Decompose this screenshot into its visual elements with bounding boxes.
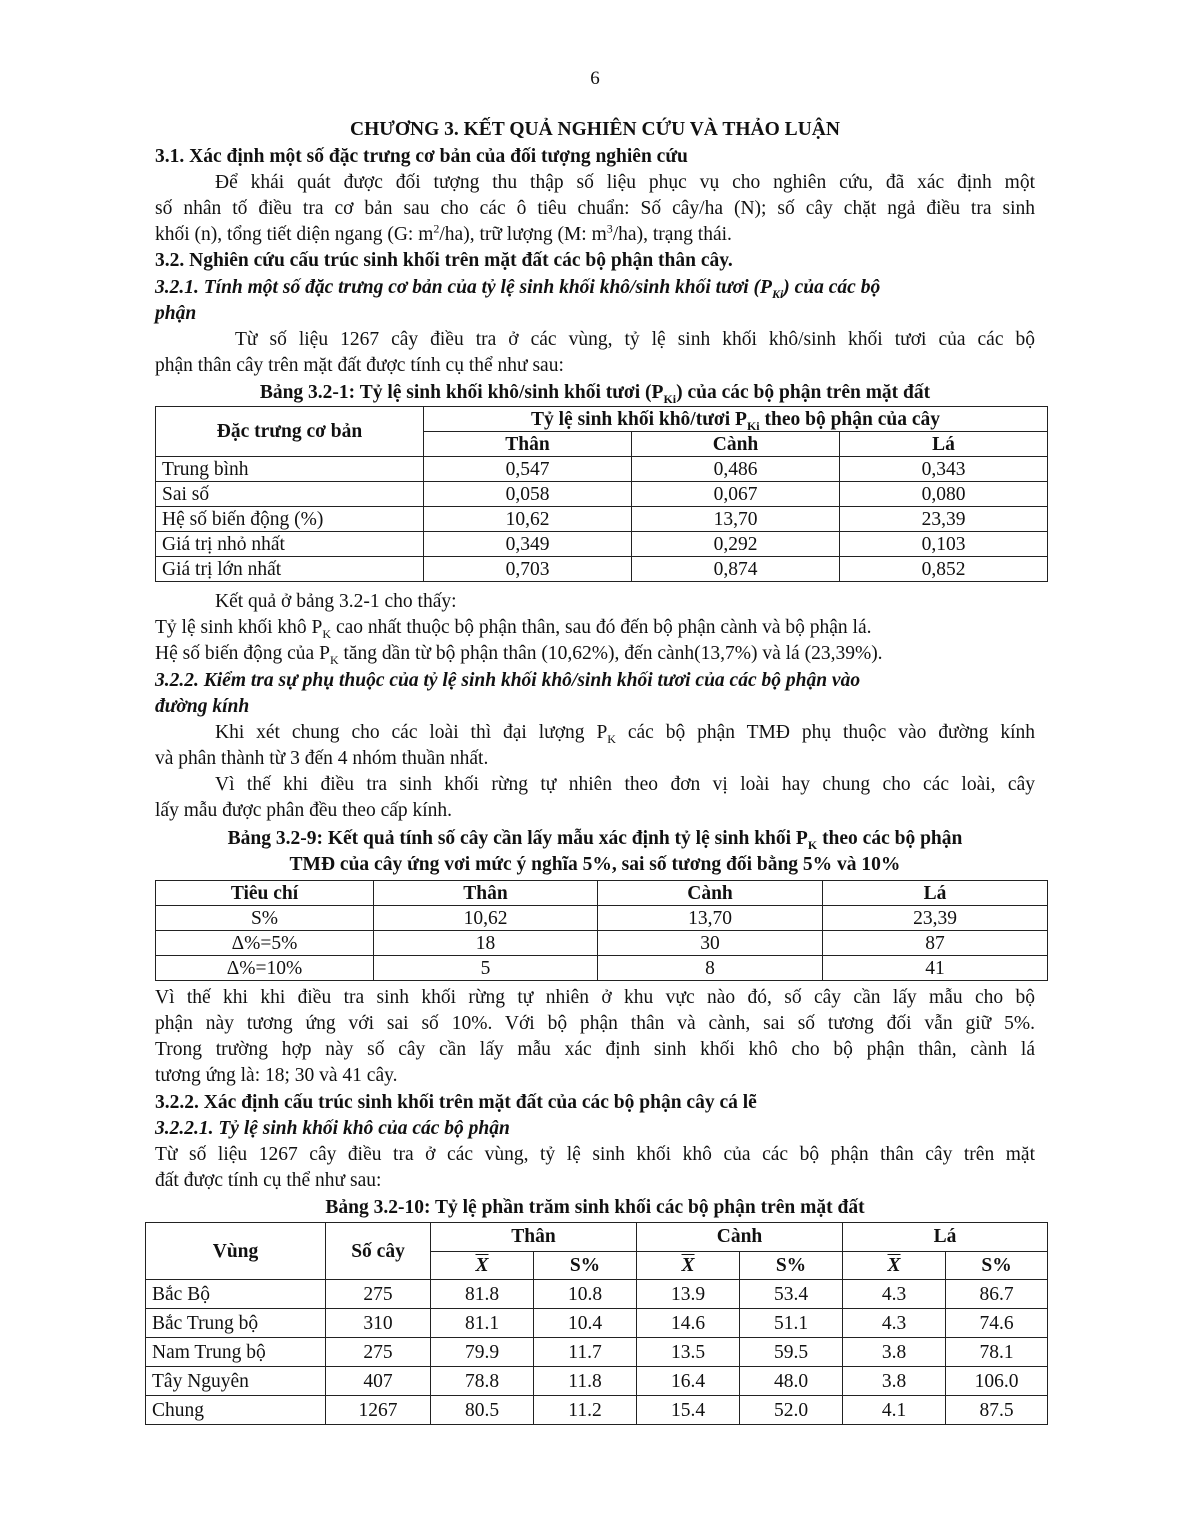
subsection-3-2-2-heading-cont: đường kính <box>155 696 250 717</box>
paragraph-line: tương ứng là: 18; 30 và 41 cây. <box>155 1065 398 1086</box>
table-row: Giá trị nhỏ nhất 0,349 0,292 0,103 <box>156 532 1048 557</box>
table-header: Thân <box>431 1223 637 1252</box>
table-row: Chung 1267 80.5 11.2 15.4 52.0 4.1 87.5 <box>146 1396 1048 1425</box>
paragraph-line: Vì thế khi điều tra sinh khối rừng tự nhiên theo đơn vị loài hay chung cho các loài, cây <box>215 774 1035 795</box>
table-row: Trung bình 0,547 0,486 0,343 <box>156 457 1048 482</box>
table-2 <box>155 880 1048 981</box>
paragraph-line: Trong trường hợp này số cây cần lấy mẫu xác định sinh khối khô cho bộ phận thân, cành lá <box>155 1039 1035 1060</box>
table-row: Giá trị lớn nhất 0,703 0,874 0,852 <box>156 557 1048 582</box>
section-3-1-heading: 3.1. Xác định một số đặc trưng cơ bản của đối tượng nghiên cứu <box>155 146 688 167</box>
paragraph-line: Khi xét chung cho các loài thì đại lượng $P_K$ các bộ phận TMĐ phụ thuộc vào đường kính <box>215 722 1035 746</box>
table-header: S% <box>534 1251 637 1280</box>
table-3-caption: Bảng 3.2-10: Tỷ lệ phần trăm sinh khối các bộ phận trên mặt đất <box>325 1197 865 1218</box>
table-header: Số cây <box>326 1223 431 1280</box>
subsection-3-2-1-heading-cont: phận <box>155 303 197 324</box>
table-header: Cành <box>637 1223 843 1252</box>
paragraph-line: và phân thành từ 3 đến 4 nhóm thuần nhất. <box>155 748 489 769</box>
paragraph-line: phận thân cây trên mặt đất được tính cụ thể như sau: <box>155 355 564 376</box>
table-header: Tỷ lệ sinh khối khô/tươi $P_{Ki}$ theo bộ phận của cây <box>424 407 1048 432</box>
table-row: Δ%=10% 5 8 41 <box>156 956 1048 981</box>
table-2-caption: Bảng 3.2-9: Kết quả tính số cây cần lấy mẫu xác định tỷ lệ sinh khối $P_K$ theo các bộ phận <box>227 828 963 852</box>
table-1-caption: Bảng 3.2-1: Tỷ lệ sinh khối khô/sinh khối tươi $(P_{Ki})$ của các bộ phận trên mặt đất <box>259 382 931 406</box>
table-row: S% 10,62 13,70 23,39 <box>156 906 1048 931</box>
table-header: Lá <box>823 881 1048 906</box>
table-3 <box>145 1222 1048 1425</box>
table-row: Nam Trung bộ 275 79.9 11.7 13.5 59.5 3.8 78.1 <box>146 1338 1048 1367</box>
paragraph-line: Từ số liệu 1267 cây điều tra ở các vùng, tỷ lệ sinh khối khô/sinh khối tươi của các bộ <box>235 329 1035 350</box>
table-header: S% <box>740 1251 843 1280</box>
table-header: S% <box>946 1251 1048 1280</box>
table-row: Δ%=5% 18 30 87 <box>156 931 1048 956</box>
table-header: Thân <box>424 432 632 457</box>
chapter-title: CHƯƠNG 3. KẾT QUẢ NGHIÊN CỨU VÀ THẢO LUẬN <box>350 119 840 140</box>
table-header: Lá <box>840 432 1048 457</box>
subsection-3-2-2-heading: 3.2.2. Kiểm tra sự phụ thuộc của tỷ lệ sinh khối khô/sinh khối tươi của các bộ phận vào <box>155 670 861 691</box>
paragraph-line: lấy mẫu được phân đều theo cấp kính. <box>155 800 453 821</box>
table-row: Bắc Bộ 275 81.8 10.8 13.9 53.4 4.3 86.7 <box>146 1280 1048 1309</box>
table-header: Cành <box>598 881 823 906</box>
paragraph-line: Hệ số biến động của $P_K$ tăng dần từ bộ phận thân (10,62%), đến cành(13,7%) và lá (23,39%). <box>155 643 883 667</box>
paragraph-line: đất được tính cụ thể như sau: <box>155 1170 382 1191</box>
paragraph-line: Kết quả ở bảng 3.2-1 cho thấy: <box>215 591 457 612</box>
section-3-2-heading: 3.2. Nghiên cứu cấu trúc sinh khối trên mặt đất các bộ phận thân cây. <box>155 250 733 271</box>
paragraph-line: Tỷ lệ sinh khối khô $P_K$ cao nhất thuộc bộ phận thân, sau đó đến bộ phận cành và bộ phận lá. <box>155 617 872 641</box>
table-header: Thân <box>374 881 598 906</box>
paragraph-line: số nhân tố điều tra cơ bản sau cho các ô tiêu chuẩn: Số cây/ha (N); số cây chặt ngả điều tra sinh <box>155 198 1035 219</box>
table-row: Sai số 0,058 0,067 0,080 <box>156 482 1048 507</box>
subsection-3-2-1-heading: 3.2.1. Tính một số đặc trưng cơ bản của tỷ lệ sinh khối khô/sinh khối tươi $(P_{Ki})$ của các bộ <box>155 277 881 301</box>
paragraph-line: Để khái quát được đối tượng thu thập số liệu phục vụ cho nghiên cứu, đã xác định một <box>215 172 1035 193</box>
table-header: Cành <box>632 432 840 457</box>
section-3-2-2-heading: 3.2.2. Xác định cấu trúc sinh khối trên mặt đất của các bộ phận cây cá lẽ <box>155 1092 757 1113</box>
table-2-caption-cont: TMĐ của cây ứng vơi mức ý nghĩa 5%, sai số tương đối bằng 5% và 10% <box>289 854 901 875</box>
table-row: Bắc Trung bộ 310 81.1 10.4 14.6 51.1 4.3 74.6 <box>146 1309 1048 1338</box>
table-header: Đặc trưng cơ bản <box>156 407 424 457</box>
mean-header: $\overline{X}$ <box>843 1251 946 1280</box>
table-1 <box>155 406 1048 582</box>
page-number: 6 <box>590 68 600 89</box>
table-row: Hệ số biến động (%) 10,62 13,70 23,39 <box>156 507 1048 532</box>
mean-header: $\overline{X}$ <box>431 1251 534 1280</box>
table-row: Tây Nguyên 407 78.8 11.8 16.4 48.0 3.8 106.0 <box>146 1367 1048 1396</box>
mean-header: $\overline{X}$ <box>637 1251 740 1280</box>
paragraph-line: phận này tương ứng với sai số 10%. Với bộ phận thân và cành, sai số tương đối vẫn giữ 5%. <box>155 1013 1035 1034</box>
paragraph-line: Từ số liệu 1267 cây điều tra ở các vùng, tỷ lệ sinh khối khô của các bộ phận thân cây trên mặt <box>155 1144 1035 1165</box>
table-header: Lá <box>843 1223 1048 1252</box>
table-header: Vùng <box>146 1223 326 1280</box>
table-header: Tiêu chí <box>156 881 374 906</box>
paragraph-line: Vì thế khi khi điều tra sinh khối rừng tự nhiên ở khu vực nào đó, số cây cần lấy mẫu cho bộ <box>155 987 1035 1008</box>
paragraph-line: khối (n), tổng tiết diện ngang (G: $m^2/ha$), trữ lượng (M: $m^3/ha$), trạng thái. <box>155 221 732 245</box>
subsection-3-2-2-1-heading: 3.2.2.1. Tỷ lệ sinh khối khô của các bộ phận <box>155 1118 510 1139</box>
